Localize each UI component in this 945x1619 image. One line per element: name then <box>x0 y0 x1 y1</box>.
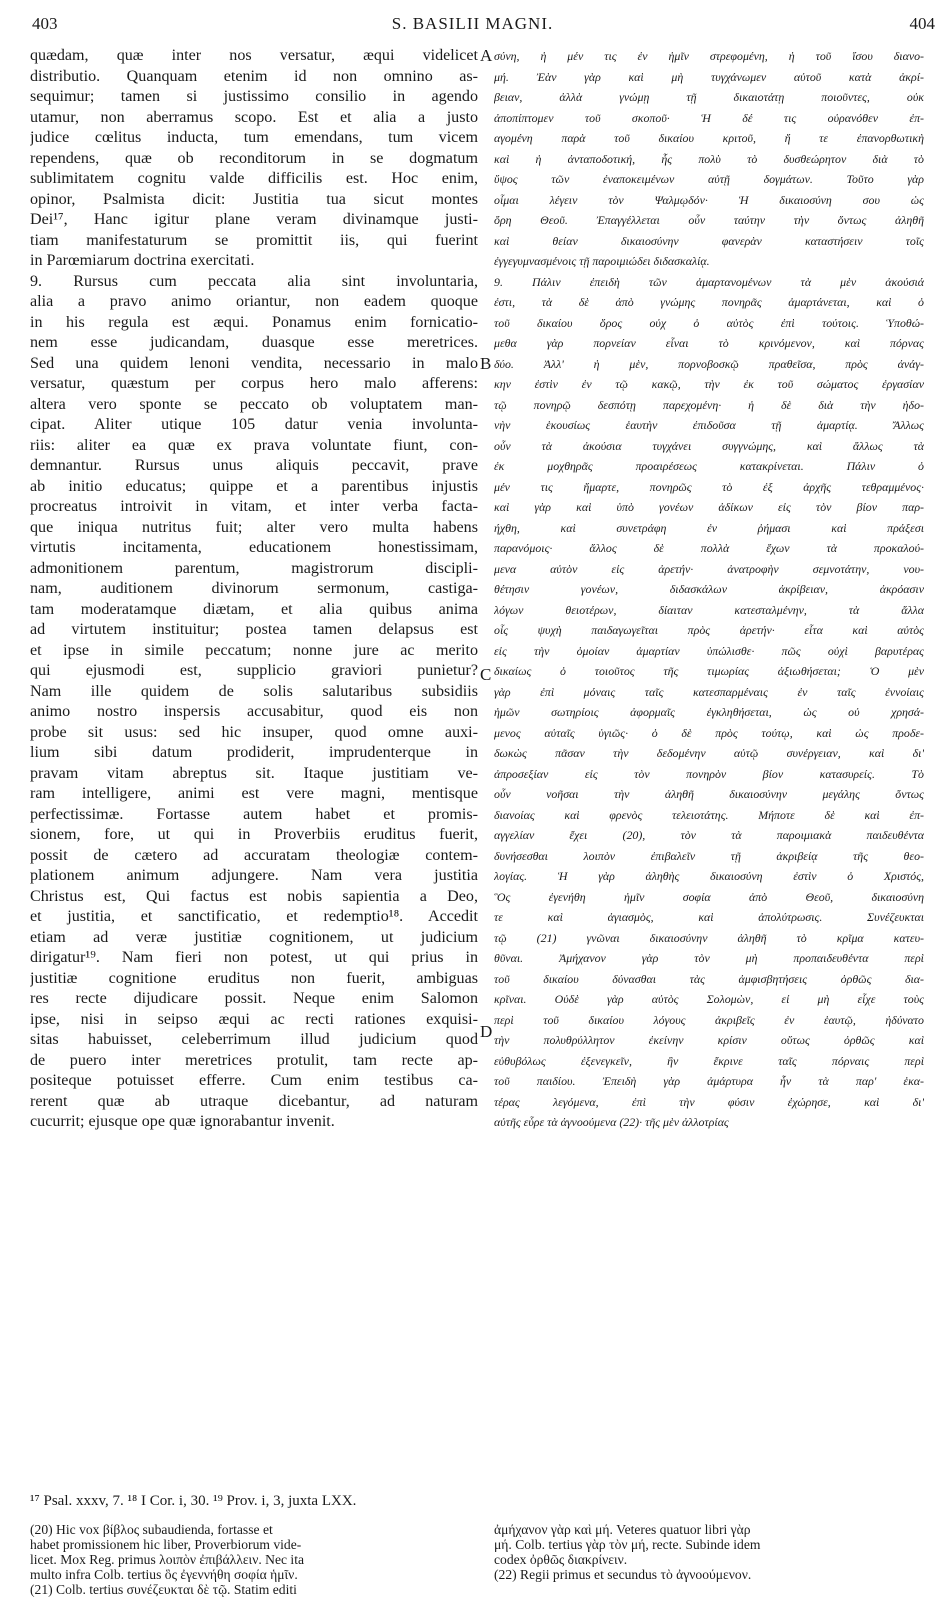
text-line: versatur, quæstum per corpus hero malo afferens: <box>30 375 478 392</box>
text-line: τοῦ δικαίου δύνασθαι τὰς ἀμφισβητήσεις ὀρθῶς δια- <box>494 971 924 986</box>
text-line: νὴν ἑκουσίως ἑαυτὴν ἐπιδοῦσα τῇ ἁμαρτίᾳ. Ἄλλως <box>494 418 924 432</box>
text-line: οὖν νοῆσαι τὴν ἀληθῆ δικαιοσύνην μεγάλης ὄντως <box>494 787 924 801</box>
text-line: ἀπροσεξίαν εἰς τὸν πονηρὸν βίον κατασυρείς. Τὸ <box>494 766 924 781</box>
text-line: κην ἐστὶν ἐν τῷ κακῷ, τὴν ἐκ τοῦ σώματος ἐργασίαν <box>494 377 924 391</box>
text-line: μενος αὐταῖς ὑγιῶς· ὁ δὲ πρὸς τούτῳ, καὶ ὡς προδε- <box>494 725 924 740</box>
text-line: βειαν, ἀλλὰ γνώμῃ τῇ δικαιοτάτῃ ποιοῦντες, οὐκ <box>494 90 924 104</box>
text-line: tiam manifestaturum se promittit iis, qui fuerint <box>30 231 478 249</box>
text-line: κρῖναι. Οὐδὲ γὰρ αὐτὸς Σολομὼν, εἰ μὴ εἶχε τοὺς <box>494 992 924 1006</box>
text-line: possit de cætero ad accuratam theologiæ contem- <box>30 846 478 864</box>
text-line: δικαίως ὁ τοιοῦτος τῆς τιμωρίας ἀξιωθήσεται; Ὁ μὲν <box>494 664 924 678</box>
text-line: perfectissimæ. Fortasse autem habet et promis- <box>30 805 478 823</box>
text-line: διανοίας καὶ φρενὸς τελειοτάτης. Μήποτε δὲ καὶ ἐπ- <box>494 807 924 822</box>
margin-letter-b: B <box>480 354 492 373</box>
text-line: ab initio educatus; quippe et a parentibus injustis <box>30 477 478 495</box>
note-line: multo infra Colb. tertius ὃς ἐγεννήθη σοφία ἡμῖν. <box>30 1567 298 1582</box>
text-line: λογίας. Ἡ γὰρ ἀληθὴς δικαιοσύνη ἐστὶν ὁ Χριστός, <box>494 869 924 883</box>
note-line: (22) Regii primus et secundus τὸ ἀγνοούμενον. <box>494 1567 752 1582</box>
greek-column <box>494 46 924 1486</box>
text-line: ad virtutem instituitur; postea tamen delapsus est <box>30 621 478 638</box>
text-line: justitiæ cognitione eruditus non fuerit, ambiguas <box>30 969 478 987</box>
text-line: σύνη, ἡ μέν τις ἐν ἡμῖν στρεφομένη, ἡ τοῦ ἴσου διανο- <box>494 49 924 63</box>
text-line: ipse, nisi in seipso æqui ac recti rationes exquisi- <box>30 1010 478 1028</box>
critical-notes-left <box>30 1522 470 1597</box>
text-line: dirigatur¹⁹. Nam fieri non potest, ut qui prius in <box>30 949 478 966</box>
text-line: ἐγγεγυμνασμένοις τῇ παροιμιώδει διδασκαλίᾳ. <box>494 254 710 268</box>
text-line: τῷ πονηρῷ δεσπότῃ παρεχομένη· ἡ δὲ διὰ τὴν ἡδο- <box>494 397 924 412</box>
text-line: pravam vitam abreptus sit. Itaque justitiam ve- <box>30 764 478 782</box>
text-line: probe sit usus: sed hic insuper, quod omne auxi- <box>30 723 478 741</box>
page-number-right: 404 <box>909 14 935 33</box>
text-line: ἐστι, τὰ δὲ ἀπὸ γνώμης πονηρᾶς ἁμαρτάνεται, καὶ ὁ <box>494 295 924 309</box>
text-line: αγγελίαν ἔχει (20), τὸν τὰ παροιμιακὰ παιδευθέντα <box>494 828 924 842</box>
text-line: εὐθυβόλως ἐξενεγκεῖν, ἣν ἔκρινε ταῖς πόρναις περὶ <box>494 1053 924 1068</box>
text-line: tam moderatamque diætam, et alia quibus anima <box>30 600 478 618</box>
text-line: μενα αὐτὸν εἰς ἀρετήν· ἀνατροφὴν σεμνοτάτην, νου- <box>494 561 924 576</box>
text-line: utamur, non aberramus scopo. Est et alia a justo <box>30 108 478 126</box>
text-line: et ipse in simile peccatum; nonne jure ac merito <box>30 641 478 659</box>
text-line: ήχθη, καὶ συνετράφη ἐν ῥήμασι καὶ πράξεσι <box>494 520 924 535</box>
text-line: αγομένη παρὰ τοῦ δικαίου κριτοῦ, ἥ τε ἐπανορθωτικὴ <box>494 131 924 145</box>
note-line: habet promissionem hic liber, Proverbiorum vide- <box>30 1537 302 1552</box>
text-line: ἀποπίπτομεν τοῦ σκοποῦ· Ἡ δέ τις οὐρανόθεν ἐπ- <box>494 110 924 125</box>
text-line: altera vero sponte se peccato ob voluptatem man- <box>30 395 478 413</box>
note-line: codex ὀρθῶς διακρίνειν. <box>494 1552 628 1567</box>
text-line: μεθα γὰρ πορνείαν εἶναι τὸ κρινόμενον, καὶ πόρνας <box>494 336 924 350</box>
text-line: procreatus introivit in vitam, et inter verba facta- <box>30 498 478 515</box>
text-line: ἐκ μοχθηρᾶς προαιρέσεως κατακρίνεται. Πάλιν ὁ <box>494 459 924 473</box>
text-line: lium sibi datum prodiderit, imprudenterque in <box>30 744 478 761</box>
text-line: καὶ ἡ ἀνταποδοτική, ἧς πολὺ τὸ δυσθεώρητον διὰ τὸ <box>494 151 924 166</box>
text-line: οἶμαι λέγειν τὸν Ψαλμῳδόν· Ἡ δικαιοσύνη σου ὡς <box>494 192 924 207</box>
text-line: in Parœmiarum doctrina exercitati. <box>30 252 255 269</box>
text-line: τοῦ παιδίου. Ἐπειδὴ γὰρ ἀμάρτυρα ἦν τὰ παρ' ἑκα- <box>494 1074 924 1088</box>
text-line: sitas habuisset, celeberrimum illud judicium quod <box>30 1031 478 1048</box>
text-line: judice cœlitus inducta, tum emendans, tum vicem <box>30 129 478 146</box>
text-line: τε καὶ ἁγιασμὸς, καὶ ἀπολύτρωσις. Συνέζευκται <box>494 910 924 924</box>
text-line: τέρας λεγόμενα, ἐπὶ τὴν φύσιν ἐχώρησε, καὶ δι' <box>494 1094 924 1109</box>
text-line: positeque potuisset efferre. Cum enim testibus ca- <box>30 1072 478 1089</box>
text-line: οἷς ψυχὴ παιδαγωγεῖται πρὸς ἀρετήν· εἶτα καὶ αὐτὸς <box>494 623 924 637</box>
text-line: distributio. Quanquam etenim id non omnino as- <box>30 67 478 85</box>
text-line: qui ejusmodi est, supplicio graviori punietur? <box>30 662 478 679</box>
text-line: γὰρ ἐπὶ μόναις ταῖς κατεσπαρμέναις ἐν ταῖς ἐννοίαις <box>494 684 924 699</box>
text-line: Ὃς ἐγενήθη ἡμῖν σοφία ἀπὸ Θεοῦ, δικαιοσύνη <box>494 889 924 904</box>
text-line: τὴν πολυθρύλλητον ἐκείνην κρίσιν οὕτως ὀρθῶς καὶ <box>494 1033 924 1047</box>
text-line: μέν τις ἥμαρτε, πονηρῶς τὸ ἐξ ἀρχῆς τεθραμμένος· <box>494 479 924 494</box>
latin-column <box>30 46 478 1486</box>
text-line: λόγων θειοτέρων, δίαιταν κατεσταλμένην, τὰ ἄλλα <box>494 602 924 617</box>
text-line: δωκὼς πᾶσαν τὴν δεδομένην αὐτῷ συνέργειαν, καὶ δι' <box>494 746 924 760</box>
text-line: δυνήσεσθαι λοιπὸν ἐπιβαλεῖν τῇ ἀκριβείᾳ τῆς θεο- <box>494 848 924 863</box>
text-line: Christus est, Qui factus est nobis sapientia a Deo, <box>30 887 478 905</box>
text-line: ram intelligere, animi est vere magni, mentisque <box>30 785 478 802</box>
note-line: (21) Colb. tertius συνέζευκται δὲ τῷ. Statim editi <box>30 1582 297 1597</box>
text-line: sionem, fore, ut qui in Proverbiis eruditus fuerit, <box>30 826 478 843</box>
text-line: animo nostro inspersis accusabitur, quod eis non <box>30 703 478 720</box>
note-line: ἀμήχανον γὰρ καὶ μή. Veteres quatuor libri γὰρ <box>494 1522 751 1537</box>
margin-letter-d: D <box>480 1022 493 1041</box>
text-line: καὶ γὰρ καὶ ὑπὸ γονέων ἀδίκων εἰς τὸν βίον παρ- <box>494 500 924 514</box>
text-line: θῦναι. Ἀμήχανον γὰρ τὸν μὴ προπαιδευθέντα περὶ <box>494 951 924 965</box>
text-line: opinor, Psalmista dicit: Justitia tua sicut montes <box>30 190 478 208</box>
text-line: sublimitatem cognitu valde difficilis est. Hoc enim, <box>30 170 478 187</box>
text-line: quædam, quæ inter nos versatur, æqui videlicet <box>30 47 478 64</box>
margin-letter-a: A <box>480 46 493 65</box>
text-line: 9. Rursus cum peccata alia sint involuntaria, <box>30 272 478 290</box>
note-line: licet. Mox Reg. primus λοιπὸν ἐπιβάλλειν. Nec ita <box>30 1552 305 1567</box>
text-line: cucurrit; ejusque ope quæ ignorabantur invenit. <box>30 1113 335 1130</box>
text-line: nem esse judicandam, duasque esse meretrices. <box>30 334 478 351</box>
note-line: μή. Colb. tertius γὰρ τὸν μή, recte. Subinde idem <box>494 1537 761 1552</box>
text-line: Nam ille quidem de solis salutaribus subsidiis <box>30 682 478 700</box>
text-line: ἡμῶν σωτηρίοις ἀφορμαῖς ἐγκληθήσεται, ὡς οὐ χρησά- <box>494 705 924 719</box>
scripture-references: ¹⁷ Psal. xxxv, 7. ¹⁸ I Cor. i, 30. ¹⁹ Prov. i, 3, juxta LXX. <box>30 1493 357 1509</box>
text-line: nam, auditionem divinorum sermonum, castiga- <box>30 580 478 597</box>
critical-notes-right <box>494 1522 924 1582</box>
note-line: (20) Hic vox βίβλος subaudienda, fortasse et <box>30 1522 273 1537</box>
text-line: ὕψος τῶν ἐναποκειμένων αὐτῇ δογμάτων. Τοῦτο γὰρ <box>494 172 924 186</box>
text-line: 9. Πάλιν ἐπειδὴ τῶν ἁμαρτανομένων τὰ μὲν ἀκούσιά <box>494 274 924 289</box>
text-line: εἰς τὴν ὁμοίαν ἁμαρτίαν ὑπώλισθε· πῶς οὐχὶ βαρυτέρας <box>494 643 924 658</box>
text-line: δύο. Ἀλλ' ἡ μὲν, πορνοβοσκῷ πραθεῖσα, πρὸς ἀνάγ- <box>494 356 924 371</box>
page-number-left: 403 <box>32 14 58 33</box>
text-line: res recte dijudicare possit. Neque enim Salomon <box>30 990 478 1007</box>
text-line: de puero inter meretrices protulit, tam recte ap- <box>30 1051 478 1069</box>
text-line: τῷ (21) γνῶναι δικαιοσύνην ἀληθῆ τὸ κρῖμα κατευ- <box>494 930 924 945</box>
text-line: cipat. Aliter utique 105 datur venia involunta- <box>30 416 478 433</box>
text-line: etiam ad veræ justitiæ cognitionem, ut judicium <box>30 928 478 946</box>
text-line: Sed una quidem lenoni vendita, necessario in malo <box>30 354 478 372</box>
text-line: θέτησιν γονέων, διδασκάλων ἀκρίβειαν, ἀκρόασιν <box>494 582 924 596</box>
text-line: demnantur. Rursus unus aliquis peccavit, prave <box>30 457 478 474</box>
margin-letter-c: C <box>480 665 492 684</box>
text-line: et justitia, et sanctificatio, et redemptio¹⁸. Accedit <box>30 908 478 925</box>
text-line: alia a pravo animo oriantur, non eadem quoque <box>30 293 478 310</box>
text-line: ὄρη Θεοῦ. Ἐπαγγέλλεται οὖν ταύτην τὴν ὄντως ἀληθῆ <box>494 213 924 227</box>
text-line: αὐτῆς εὗρε τὰ ἀγνοούμενα (22)· τῆς μὲν ἀλλοτρίας <box>494 1115 729 1129</box>
text-line: que iniqua nutritus fuit; alter vero multa habens <box>30 518 478 536</box>
running-title: S. BASILII MAGNI. <box>391 14 554 33</box>
text-line: οὖν τὰ ἀκούσια τυγχάνει συγγνώμης, καὶ ἄλλως τὰ <box>494 438 924 453</box>
text-line: rependens, quæ ob reconditorum in se dogmatum <box>30 149 478 167</box>
text-line: admonitionem parentum, magistrorum discipli- <box>30 559 478 577</box>
text-line: virtutis incitamenta, educationem honestissimam, <box>30 539 478 556</box>
text-line: sequimur; tamen si justissimo consilio in agendo <box>30 88 478 105</box>
text-line: καὶ θείαν δικαιοσύνην φανερὰν καταστήσειν τοῖς <box>494 233 924 248</box>
text-line: rerent quæ ab utraque dicebantur, ad naturam <box>30 1092 478 1110</box>
text-line: περὶ τοῦ δικαίου λόγους ἀκριβεῖς ἐν ἑαυτῷ, ἠδύνατο <box>494 1012 924 1027</box>
text-line: τοῦ δικαίου ὅρος οὐχ ὁ αὐτὸς ἐπὶ τούτοις. Ὑποθώ- <box>494 315 924 330</box>
text-line: riis: aliter ea quæ ex prava voluntate fiunt, con- <box>30 436 478 454</box>
text-line: παρανόμοις· ἄλλος δὲ πολλὰ ἔχων τὰ προκαλού- <box>494 541 924 555</box>
text-line: μή. Ἐὰν γὰρ καὶ μὴ τυγχάνωμεν αὐτοῦ κατὰ ἀκρί- <box>494 69 924 84</box>
text-line: plationem animum adjungere. Nam vera justitia <box>30 867 478 884</box>
text-line: in his regula est æqui. Ponamus enim fornicatio- <box>30 313 478 331</box>
text-line: Dei¹⁷, Hanc igitur plane veram divinamque justi- <box>30 211 478 228</box>
